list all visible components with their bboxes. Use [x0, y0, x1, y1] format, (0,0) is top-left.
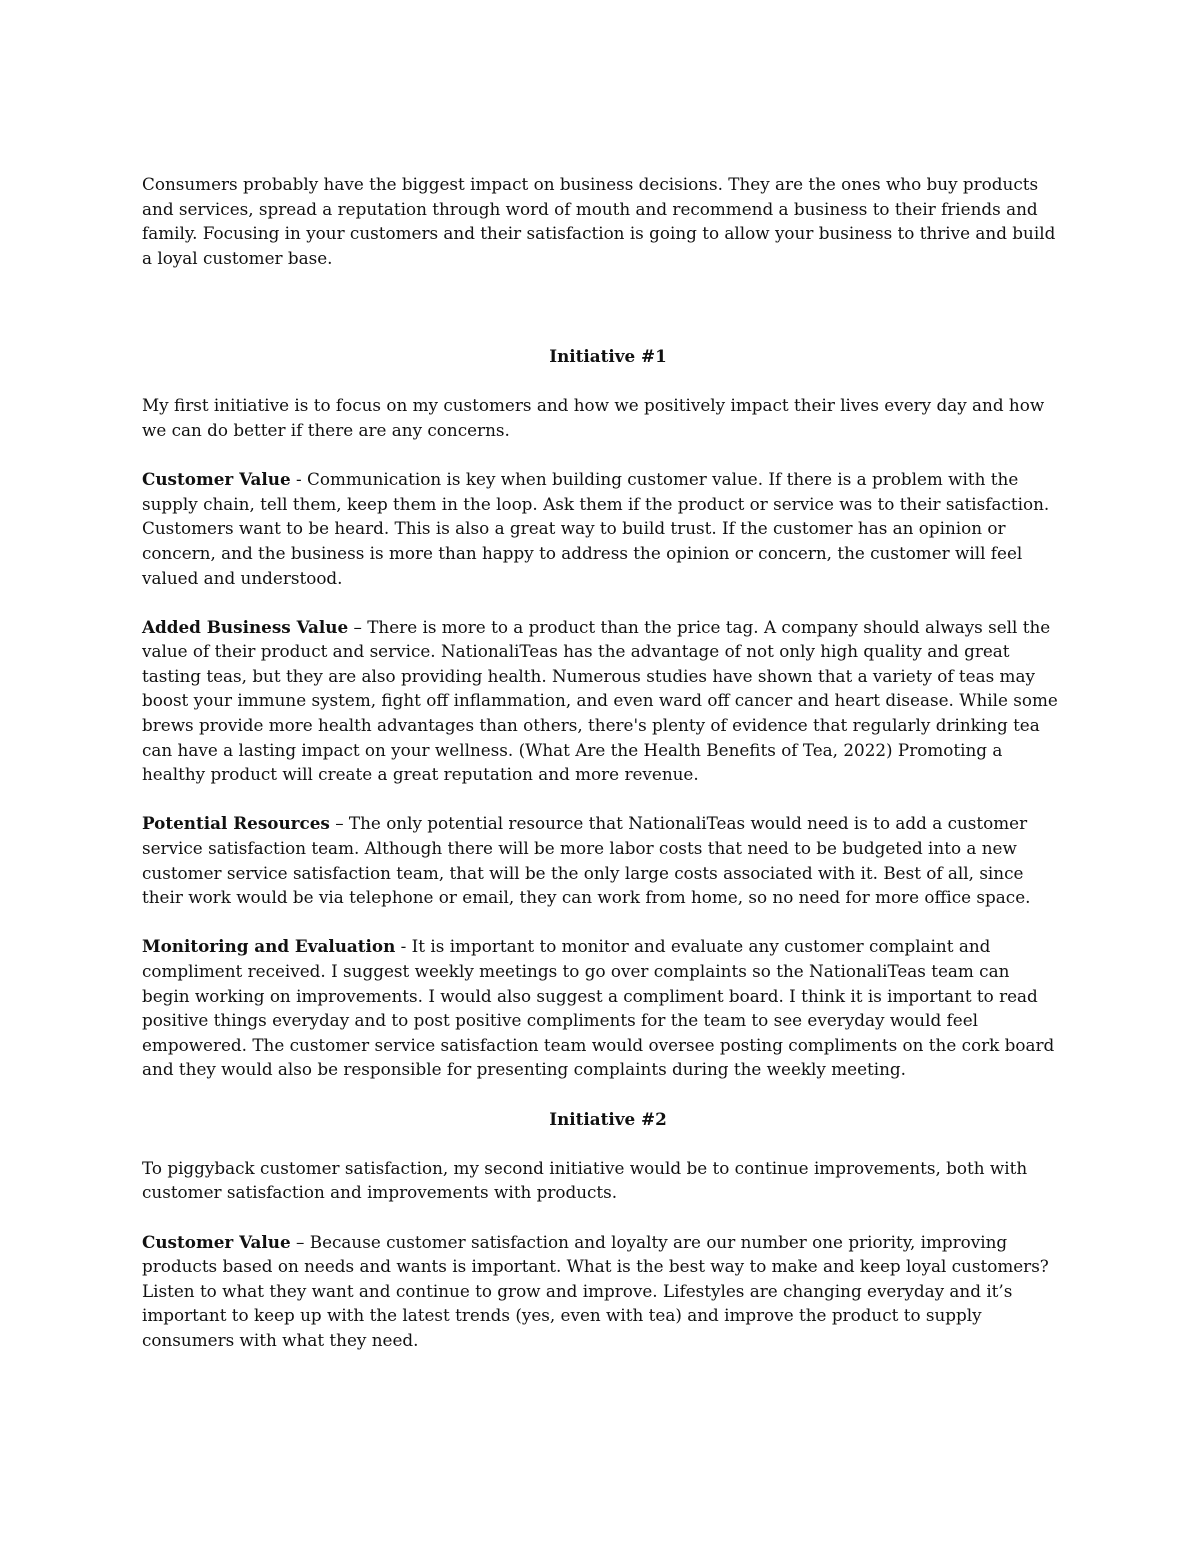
initiative-1-customer-value	[142, 467, 1060, 590]
initiative-2-intro: To piggyback customer satisfaction, my second initiative would be to continue improvements, both with customer satisfaction and improvements with products.	[142, 1157, 1028, 1203]
section-separator: –	[348, 616, 368, 637]
section-separator: –	[329, 813, 349, 834]
initiative-2-customer-value	[142, 1230, 1060, 1353]
initiative-1-added-business-value	[142, 615, 1060, 787]
initiative-1-monitoring-evaluation	[142, 934, 1060, 1082]
section-separator: -	[395, 936, 412, 957]
initiative-1-potential-resources	[142, 811, 1060, 909]
section-term: Monitoring and Evaluation	[142, 936, 396, 957]
intro-paragraph: Consumers probably have the biggest impact on business decisions. They are the ones who buy products and services, spread a reputation through word of mouth and recommend a business to their friends and family. Focusing in your customers and their satisfaction is going to allow your business to thrive and build a loyal customer base.	[142, 174, 1056, 268]
section-text: It is important to monitor and evaluate any customer complaint and compliment received. I suggest weekly meetings to go over complaints so the NationaliTeas team can begin working on improvements. I would also suggest a compliment board. I think it is important to read positive things everyday and to post positive compliments for the team to see everyday would feel empowered. The customer service satisfaction team would oversee posting compliments on the cork board and they would also be responsible for presenting complaints during the weekly meeting.	[142, 936, 1055, 1080]
initiative-1-intro: My first initiative is to focus on my customers and how we positively impact their lives every day and how we can do better if there are any concerns.	[142, 395, 1045, 440]
section-term: Customer Value	[142, 469, 291, 490]
section-term: Added Business Value	[142, 616, 349, 637]
section-text: Because customer satisfaction and loyalty are our number one priority, improving products based on needs and wants is important. What is the best way to make and keep loyal customers? Listen to what they want and continue to grow and improve. Lifestyles are changing everyday and it’s important to keep up with the latest trends (yes, even with tea) and improve the product to supply consumers with what they need.	[142, 1231, 1049, 1350]
section-text: There is more to a product than the price tag. A company should always sell the value of their product and service. NationaliTeas has the advantage of not only high quality and great tasting teas, but they are also providing health. Numerous studies have shown that a variety of teas may boost your immune system, fight off inflammation, and even ward off cancer and heart disease. While some brews provide more health advantages than others, there's plenty of evidence that regularly drinking tea can have a lasting impact on your wellness. (What Are the Health Benefits of Tea, 2022) Promoting a healthy product will create a great reputation and more revenue.	[142, 616, 1058, 785]
section-text: The only potential resource that NationaliTeas would need is to add a customer service satisfaction team. Although there will be more labor costs that need to be budgeted into a new customer service satisfaction team, that will be the only large costs associated with it. Best of all, since their work would be via telephone or email, they can work from home, so no need for more office space.	[142, 813, 1031, 908]
section-separator: –	[290, 1231, 310, 1252]
initiative-1-heading: Initiative #1	[549, 346, 667, 367]
section-term: Potential Resources	[142, 813, 330, 834]
initiative-2-heading: Initiative #2	[549, 1108, 667, 1129]
section-text: Communication is key when building customer value. If there is a problem with the supply chain, tell them, keep them in the loop. Ask them if the product or service was to their satisfaction. Customers want to be heard. This is also a great way to build trust. If the customer has an opinion or concern, and the business is more than happy to address the opinion or concern, the customer will feel valued and understood.	[142, 469, 1050, 588]
section-term: Customer Value	[142, 1231, 291, 1252]
section-separator: -	[290, 469, 308, 490]
